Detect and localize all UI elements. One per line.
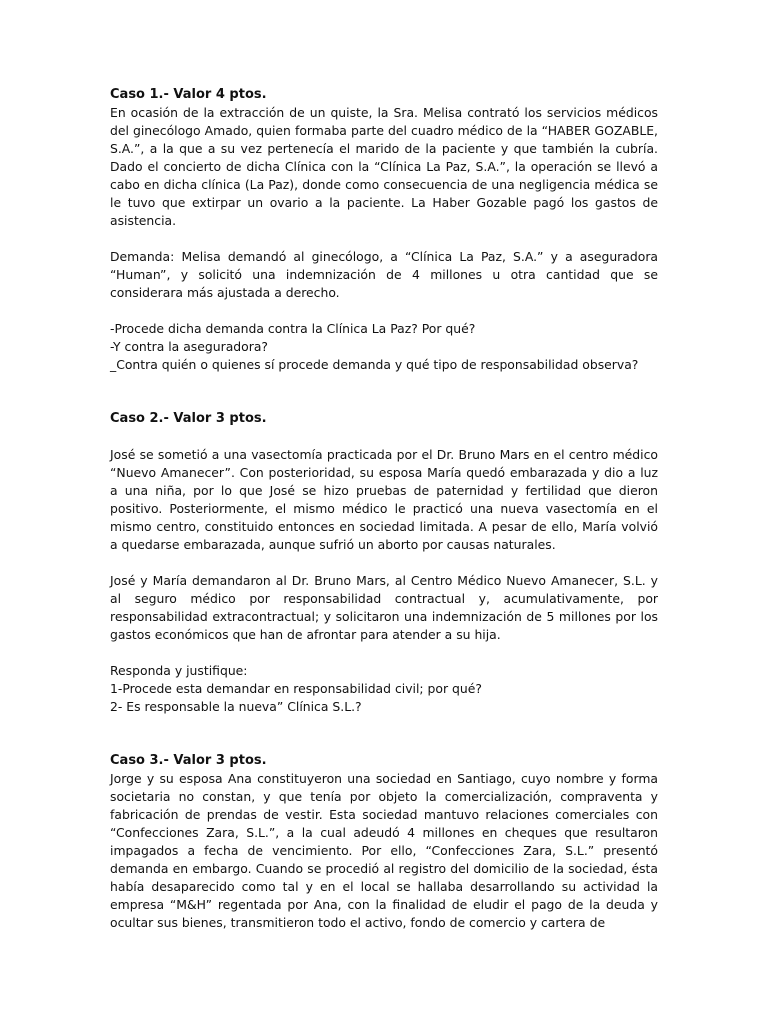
case-1-question-2: -Y contra la aseguradora? — [110, 339, 268, 354]
spacer — [110, 428, 658, 446]
case-1-title: Caso 1.- Valor 4 ptos. — [110, 87, 267, 102]
case-1-question-1: -Procede dicha demanda contra la Clínica La Paz? Por qué? — [110, 321, 476, 336]
case-2-instruction: Responda y justifique: — [110, 663, 248, 678]
case-1-paragraph-1: En ocasión de la extracción de un quiste, la Sra. Melisa contrató los servicios médicos del ginecólogo Amado, quien formaba parte del cuadro médico de la “HABER GOZABLE, S.A.”, a la que a su vez pertenecía el marido de la paciente y que también la cubría. Dado el concierto de dicha Clínica con la “Clínica La Paz, S.A.”, la operación se llevó a cabo en dicha clínica (La Paz), donde como consecuencia de una negligencia médica se le tuvo que extirpar un ovario a la paciente. La Haber Gozable pagó los gastos de asistencia. — [110, 105, 658, 228]
case-2-question-2: 2- Es responsable la nueva” Clínica S.L.? — [110, 699, 362, 714]
spacer — [110, 644, 658, 662]
spacer — [110, 374, 658, 410]
case-2-question-1: 1-Procede esta demandar en responsabilidad civil; por qué? — [110, 681, 482, 696]
spacer — [110, 554, 658, 572]
case-2-paragraph-2: José y María demandaron al Dr. Bruno Mars, al Centro Médico Nuevo Amanecer, S.L. y al seguro médico por responsabilidad contractual y, acumulativamente, por responsabilidad extracontractual; y solicitaron una indemnización de 5 millones por los gastos económicos que han de afrontar para atender a su hija. — [110, 573, 658, 642]
case-1-question-3: _Contra quién o quienes sí procede demanda y qué tipo de responsabilidad observa? — [110, 357, 639, 372]
spacer — [110, 716, 658, 752]
case-3-title: Caso 3.- Valor 3 ptos. — [110, 753, 267, 768]
case-2-title: Caso 2.- Valor 3 ptos. — [110, 411, 267, 426]
document-page — [110, 86, 658, 932]
spacer — [110, 230, 658, 248]
case-2-paragraph-1: José se sometió a una vasectomía practicada por el Dr. Bruno Mars en el centro médico “Nuevo Amanecer”. Con posterioridad, su esposa María quedó embarazada y dio a luz a una niña, por lo que José se hizo pruebas de paternidad y fertilidad que dieron positivo. Posteriormente, el mismo médico le practicó una nueva vasectomía en el mismo centro, constituido entonces en sociedad limitada. A pesar de ello, María volvió a quedarse embarazada, aunque sufrió un aborto por causas naturales. — [110, 447, 658, 552]
case-1-paragraph-2: Demanda: Melisa demandó al ginecólogo, a “Clínica La Paz, S.A.” y a aseguradora “Human”, y solicitó una indemnización de 4 millones u otra cantidad que se considerara más ajustada a derecho. — [110, 249, 658, 300]
case-3-paragraph-1: Jorge y su esposa Ana constituyeron una sociedad en Santiago, cuyo nombre y forma societaria no constan, y que tenía por objeto la comercialización, compraventa y fabricación de prendas de vestir. Esta sociedad mantuvo relaciones comerciales con “Confecciones Zara, S.L.”, a la cual adeudó 4 millones en cheques que resultaron impagados a fecha de vencimiento. Por ello, “Confecciones Zara, S.L.” presentó demanda en embargo. Cuando se procedió al registro del domicilio de la sociedad, ésta había desaparecido como tal y en el local se hallaba desarrollando su actividad la empresa “M&H” regentada por Ana, con la finalidad de eludir el pago de la deuda y ocultar sus bienes, transmitieron todo el activo, fondo de comercio y cartera de — [110, 771, 658, 930]
spacer — [110, 302, 658, 320]
